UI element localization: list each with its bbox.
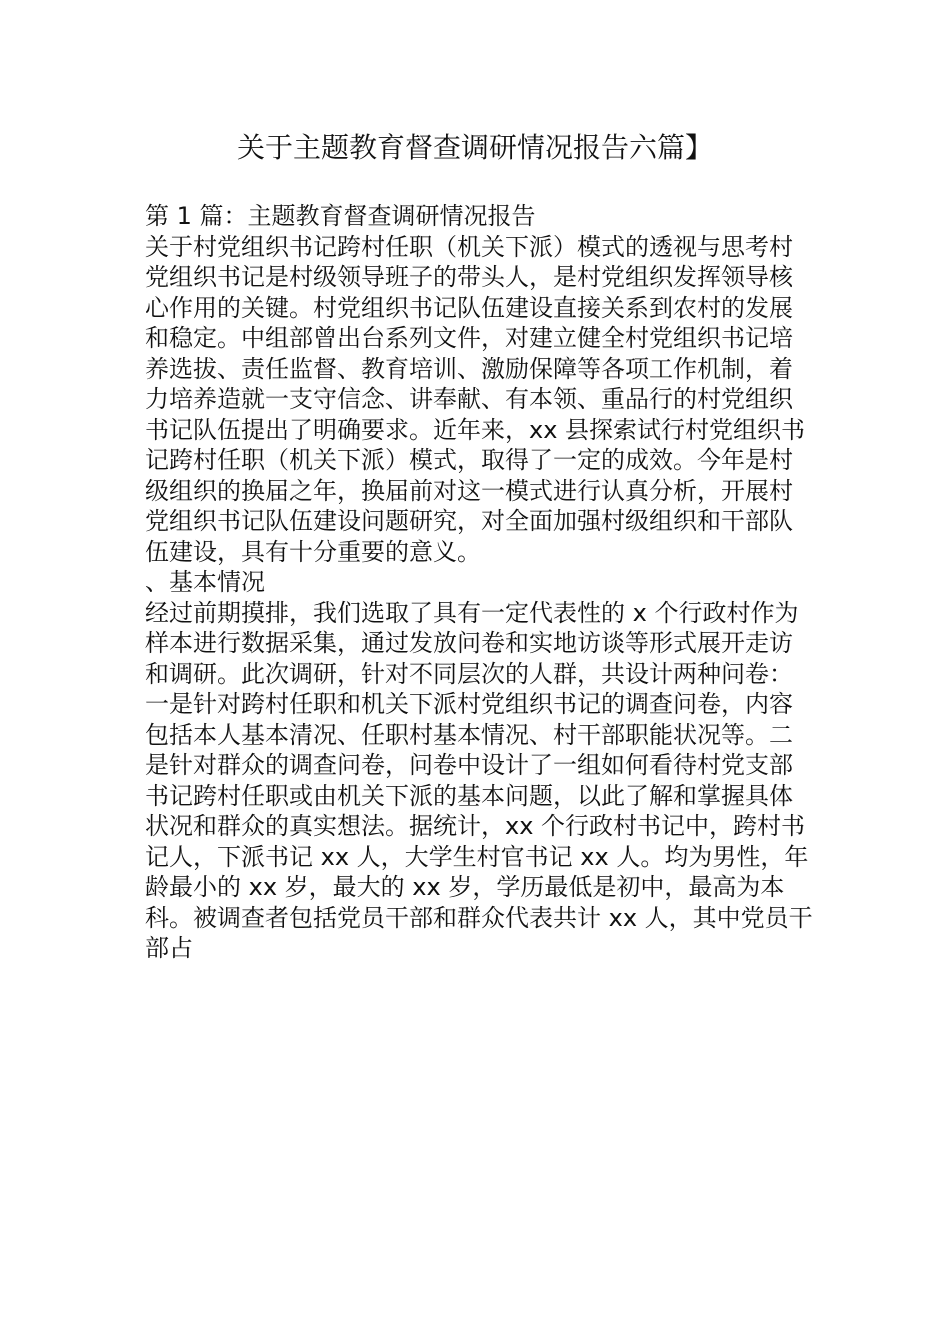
body-line: 书记队伍提出了明确要求。近年来，xx 县探索试行村党组织书 — [145, 415, 806, 444]
body-line: 养选拔、责任监督、教育培训、激励保障等各项工作机制，着 — [145, 354, 793, 383]
body-line: 部占 — [145, 934, 193, 962]
document-title: 关于主题教育督查调研情况报告六篇】 — [236, 131, 713, 164]
body-line: 和稳定。中组部曾出台系列文件，对建立健全村党组织书记培 — [145, 324, 793, 352]
body-line: 龄最小的 xx 岁，最大的 xx 岁，学历最低是初中，最高为本 — [145, 873, 785, 901]
body-line: 一是针对跨村任职和机关下派村党组织书记的调查问卷，内容 — [145, 690, 793, 718]
body-line: 党组织书记是村级领导班子的带头人，是村党组织发挥领导核 — [145, 263, 793, 291]
body-line: 是针对群众的调查问卷，问卷中设计了一组如何看待村党支部 — [145, 751, 793, 779]
body-line: 样本进行数据采集，通过发放问卷和实地访谈等形式展开走访 — [145, 629, 793, 657]
body-line: 力培养造就一支守信念、讲奉献、有本领、重品行的村党组织 — [145, 385, 793, 413]
body-line: 科。被调查者包括党员干部和群众代表共计 xx 人，其中党员干 — [145, 903, 813, 932]
document-body — [145, 201, 825, 964]
body-line: 经过前期摸排，我们选取了具有一定代表性的 x 个行政村作为 — [145, 598, 799, 627]
body-line: 状况和群众的真实想法。据统计，xx 个行政村书记中，跨村书 — [145, 812, 806, 840]
body-line: 记跨村任职（机关下派）模式，取得了一定的成效。今年是村 — [145, 446, 793, 474]
body-line: 关于村党组织书记跨村任职（机关下派）模式的透视与思考村 — [145, 232, 793, 261]
body-line: 级组织的换届之年，换届前对这一模式进行认真分析，开展村 — [145, 476, 793, 505]
body-line: 伍建设，具有十分重要的意义。 — [145, 537, 481, 566]
section-heading: 第 1 篇：主题教育督查调研情况报告 — [145, 202, 536, 230]
body-line: 和调研。此次调研，针对不同层次的人群，共设计两种问卷： — [145, 659, 793, 688]
body-line: 包括本人基本清况、任职村基本情况、村干部职能状况等。二 — [145, 720, 793, 749]
body-line: 心作用的关键。村党组织书记队伍建设直接关系到农村的发展 — [145, 293, 793, 322]
body-line: 记人，下派书记 xx 人，大学生村官书记 xx 人。均为男性，年 — [145, 842, 809, 871]
body-line: 书记跨村任职或由机关下派的基本问题，以此了解和掌握具体 — [145, 781, 793, 810]
body-line: 党组织书记队伍建设问题研究，对全面加强村级组织和干部队 — [145, 507, 793, 535]
subsection-heading: 、基本情况 — [145, 568, 265, 596]
